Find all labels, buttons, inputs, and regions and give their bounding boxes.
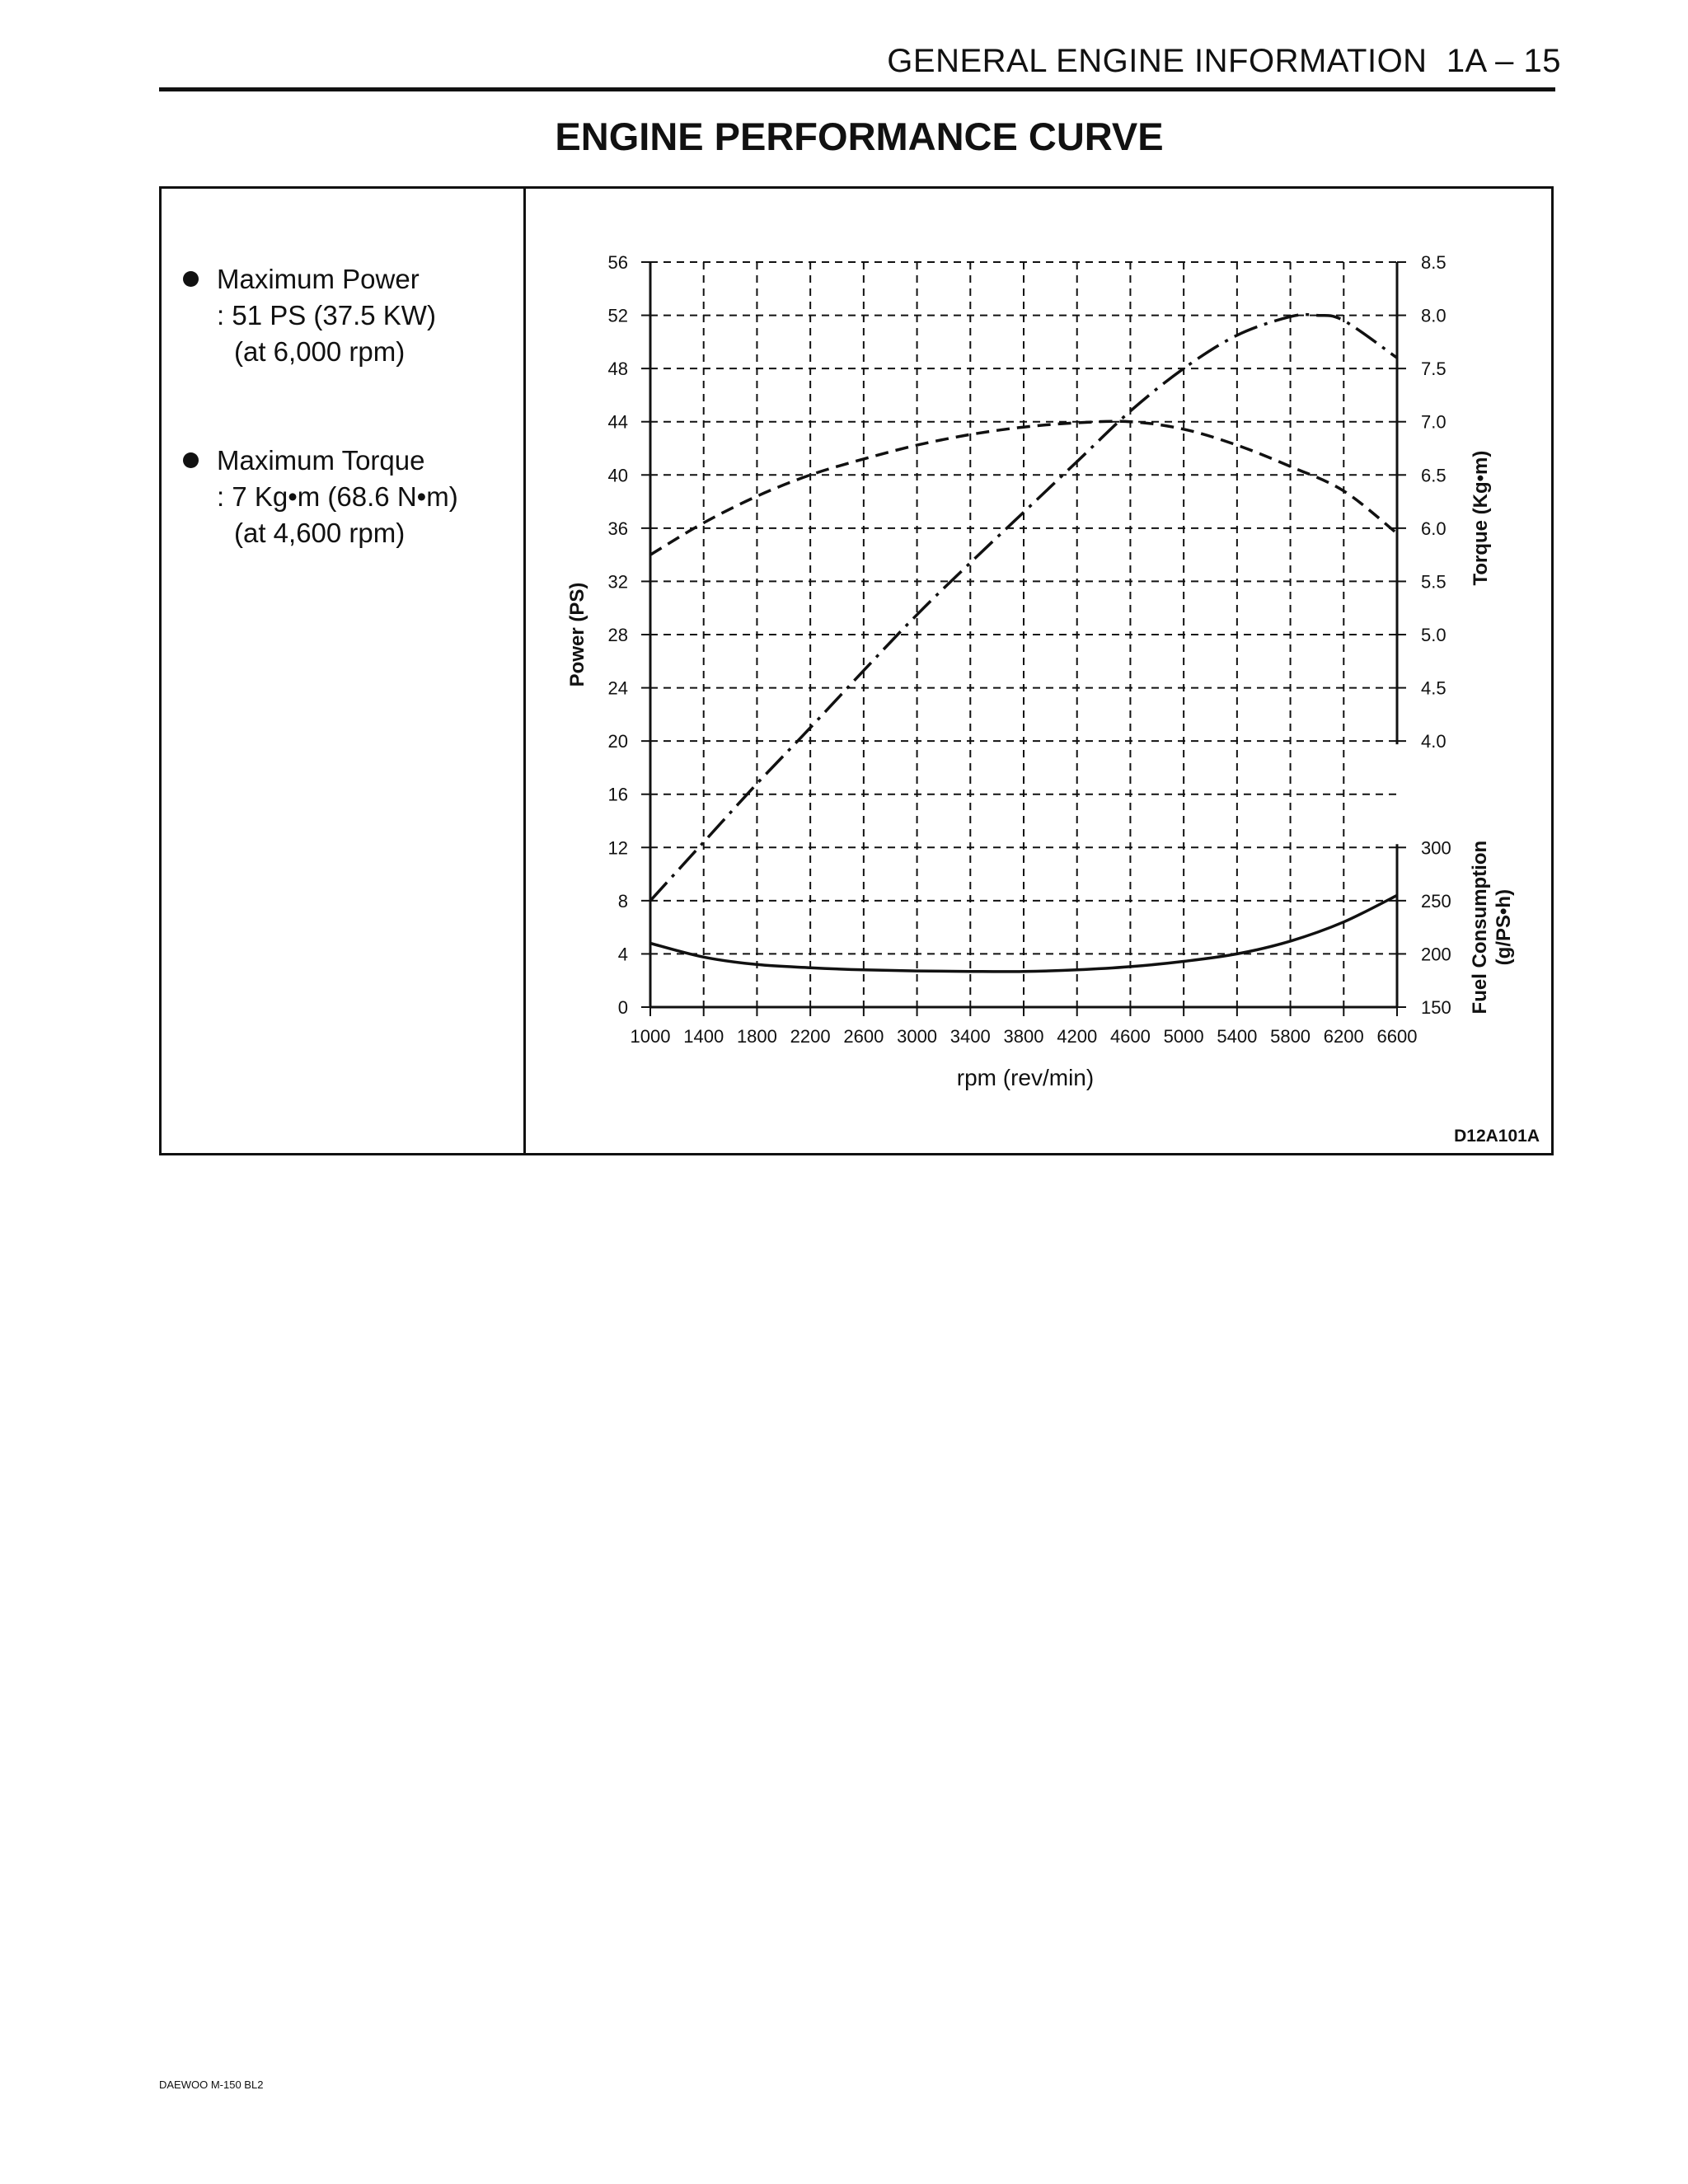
rpm-tick-label: 3800 (1003, 1026, 1044, 1047)
torque-axis-title: Torque (Kg•m) (1470, 450, 1492, 586)
rpm-tick-label: 1400 (683, 1026, 724, 1047)
torque-tick-label: 8.0 (1421, 305, 1447, 326)
rpm-tick-label: 5400 (1217, 1026, 1258, 1047)
fuel-tick-label: 250 (1421, 890, 1451, 912)
torque-tick-label: 7.5 (1421, 359, 1447, 380)
rpm-tick-label: 6600 (1376, 1026, 1418, 1047)
fuel-tick-label: 150 (1421, 997, 1451, 1018)
power-tick-label: 4 (617, 944, 628, 965)
power-tick-label: 48 (607, 359, 628, 380)
torque-tick-label: 4.5 (1421, 677, 1447, 699)
fuel-curve (650, 895, 1397, 972)
power-tick-label: 20 (607, 731, 628, 752)
rpm-tick-label: 5000 (1163, 1026, 1204, 1047)
rpm-tick-label: 1800 (736, 1026, 777, 1047)
power-tick-label: 56 (607, 252, 628, 273)
power-tick-label: 28 (607, 625, 628, 645)
power-tick-label: 40 (607, 465, 628, 486)
power-axis-title: Power (PS) (566, 582, 588, 687)
page-title: ENGINE PERFORMANCE CURVE (555, 115, 1164, 158)
rpm-tick-label: 3000 (897, 1026, 938, 1047)
spec-label: Maximum Torque (217, 445, 425, 476)
power-tick-label: 8 (617, 890, 628, 912)
fuel-tick-label: 200 (1421, 944, 1451, 965)
footer-model: DAEWOO M-150 BL2 (159, 2079, 264, 2091)
fuel-tick-label: 300 (1421, 837, 1451, 859)
spec-condition: (at 4,600 rpm) (234, 518, 406, 548)
torque-tick-label: 5.5 (1421, 571, 1447, 593)
torque-tick-label: 5.0 (1421, 625, 1447, 645)
torque-tick-label: 4.0 (1421, 731, 1447, 752)
header-section-name: GENERAL ENGINE INFORMATION (887, 43, 1428, 79)
power-tick-label: 36 (607, 518, 628, 539)
rpm-tick-label: 4200 (1057, 1026, 1098, 1047)
spec-value: : 51 PS (37.5 KW) (217, 300, 436, 330)
torque-tick-label: 8.5 (1421, 252, 1447, 273)
power-tick-label: 0 (617, 997, 628, 1018)
fuel-axis-title: Fuel Consumption (1469, 840, 1491, 1015)
rpm-tick-label: 2200 (790, 1026, 831, 1047)
spec-condition: (at 6,000 rpm) (234, 336, 406, 367)
rpm-tick-label: 2600 (843, 1026, 884, 1047)
power-tick-label: 16 (607, 784, 628, 805)
header-page-ref: 1A – 15 (1446, 43, 1561, 79)
torque-tick-label: 6.5 (1421, 465, 1447, 486)
rpm-axis-title: rpm (rev/min) (956, 1065, 1095, 1090)
figure-code: D12A101A (1454, 1127, 1540, 1146)
rpm-tick-label: 5800 (1270, 1026, 1311, 1047)
spec-value: : 7 Kg•m (68.6 N•m) (217, 481, 458, 512)
torque-tick-label: 6.0 (1421, 518, 1447, 539)
rpm-tick-label: 1000 (630, 1026, 671, 1047)
power-tick-label: 24 (607, 677, 628, 699)
spec-label: Maximum Power (217, 264, 420, 294)
torque-tick-label: 7.0 (1421, 411, 1447, 433)
rpm-tick-label: 6200 (1323, 1026, 1364, 1047)
power-tick-label: 32 (607, 571, 628, 593)
rpm-tick-label: 4600 (1109, 1026, 1151, 1047)
power-tick-label: 12 (607, 837, 628, 859)
rpm-tick-label: 3400 (950, 1026, 991, 1047)
power-tick-label: 44 (607, 411, 628, 433)
power-tick-label: 52 (607, 305, 628, 326)
fuel-axis-unit: (g/PS•h) (1493, 888, 1515, 966)
